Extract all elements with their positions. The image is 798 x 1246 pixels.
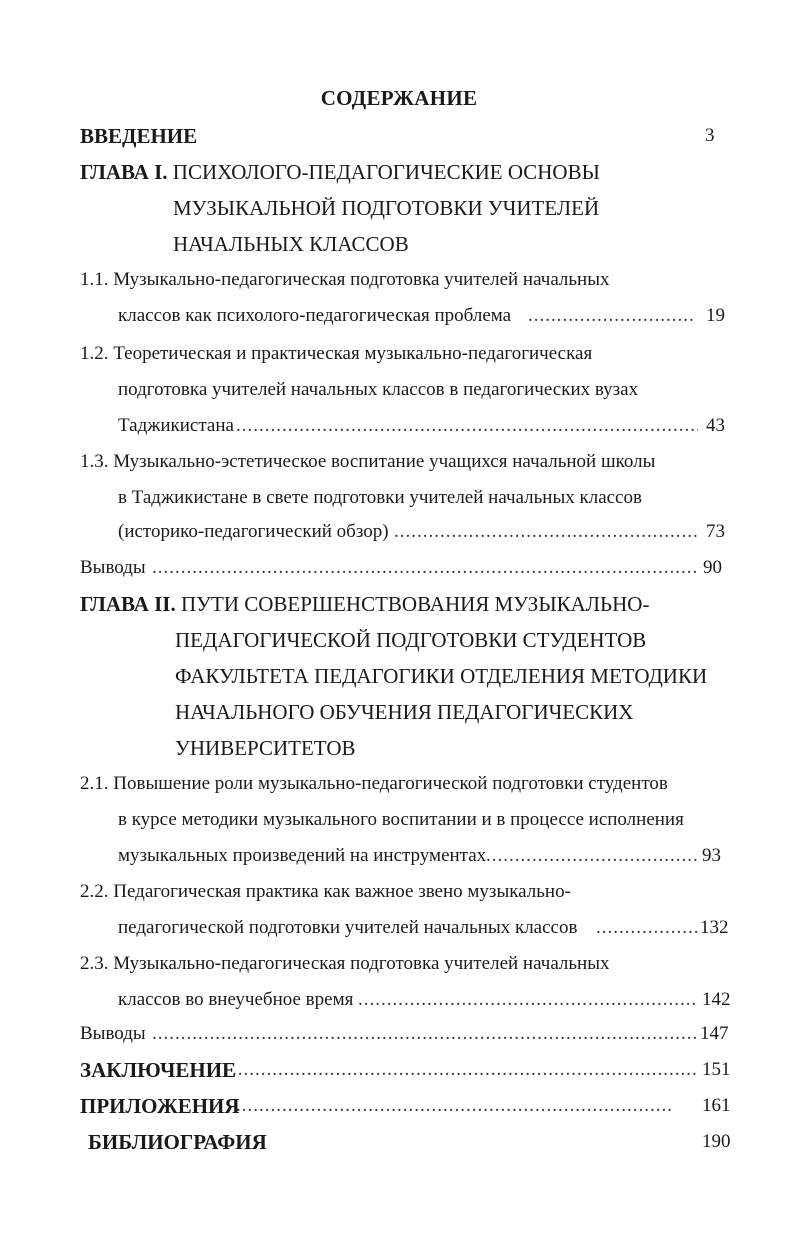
toc-s11-line2: классов как психолого-педагогическая проблема xyxy=(118,305,512,326)
chapter2-title-line5: УНИВЕРСИТЕТОВ xyxy=(175,736,356,760)
toc-intro-label: ВВЕДЕНИЕ xyxy=(80,124,198,148)
toc-intro-page: 3 xyxy=(705,125,715,146)
chapter1-title-line1: ПСИХОЛОГО-ПЕДАГОГИЧЕСКИЕ ОСНОВЫ xyxy=(172,160,600,184)
toc-s21-page: 93 xyxy=(702,845,721,866)
toc-s22-line2: педагогической подготовки учителей начальных классов xyxy=(118,917,578,938)
toc-s13-line2: в Таджикистане в свете подготовки учителей начальных классов xyxy=(118,487,642,508)
toc-chapter2-heading xyxy=(80,592,649,616)
toc-s22-page: 132 xyxy=(700,917,729,938)
chapter2-title-line4: НАЧАЛЬНОГО ОБУЧЕНИЯ ПЕДАГОГИЧЕСКИХ xyxy=(175,700,634,724)
toc-s23-line1: 2.3. Музыкально-педагогическая подготовка учителей начальных xyxy=(80,953,610,974)
toc-s22-line1: 2.2. Педагогическая практика как важное звено музыкально- xyxy=(80,881,571,902)
toc-s21-line2: в курсе методики музыкального воспитании и в процессе исполнения xyxy=(118,809,684,830)
toc-conclusion-page: 151 xyxy=(702,1059,731,1080)
toc-appendices-page: 161 xyxy=(702,1095,731,1116)
dot-leader xyxy=(596,916,698,940)
toc-s12-line2: подготовка учителей начальных классов в педагогических вузах xyxy=(118,379,639,400)
dot-leader xyxy=(358,988,698,1012)
toc-s11-page: 19 xyxy=(706,305,725,326)
toc-conclusion-label: ЗАКЛЮЧЕНИЕ xyxy=(80,1058,237,1082)
dot-leader xyxy=(152,1022,698,1046)
toc-conclusions1-label: Выводы xyxy=(80,557,146,578)
toc-s12-line3: Таджикистана xyxy=(118,415,234,436)
toc-s21-line3: музыкальных произведений на инструментах xyxy=(118,845,487,866)
dot-leader xyxy=(528,304,696,328)
toc-bibliography-page: 190 xyxy=(702,1131,731,1152)
dot-leader xyxy=(394,520,698,544)
toc-s21-line1: 2.1. Повышение роли музыкально-педагогической подготовки студентов xyxy=(80,773,668,794)
toc-s13-line3: (историко-педагогический обзор) xyxy=(118,521,389,542)
chapter2-title-line1: ПУТИ СОВЕРШЕНСТВОВАНИЯ МУЗЫКАЛЬНО- xyxy=(180,592,650,616)
toc-chapter1-heading xyxy=(80,160,600,184)
dot-leader xyxy=(236,414,698,438)
dot-leader xyxy=(486,844,698,868)
chapter1-title-line2: МУЗЫКАЛЬНОЙ ПОДГОТОВКИ УЧИТЕЛЕЙ xyxy=(173,196,600,220)
dot-leader xyxy=(232,1058,698,1082)
toc-s13-page: 73 xyxy=(706,521,725,542)
toc-s23-page: 142 xyxy=(702,989,731,1010)
chapter2-title-line3: ФАКУЛЬТЕТА ПЕДАГОГИКИ ОТДЕЛЕНИЯ МЕТОДИКИ xyxy=(175,664,708,688)
toc-s11-line1: 1.1. Музыкально-педагогическая подготовка учителей начальных xyxy=(80,269,610,290)
toc-s23-line2: классов во внеучебное время xyxy=(118,989,354,1010)
toc-bibliography-label: БИБЛИОГРАФИЯ xyxy=(88,1130,267,1154)
chapter1-label: ГЛАВА I. xyxy=(80,160,168,184)
chapter2-label: ГЛАВА II. xyxy=(80,592,176,616)
dot-leader xyxy=(152,556,698,580)
toc-conclusions2-label: Выводы xyxy=(80,1023,146,1044)
chapter2-title-line2: ПЕДАГОГИЧЕСКОЙ ПОДГОТОВКИ СТУДЕНТОВ xyxy=(175,628,647,652)
chapter1-title-line3: НАЧАЛЬНЫХ КЛАССОВ xyxy=(173,232,409,256)
toc-s13-line1: 1.3. Музыкально-эстетическое воспитание учащихся начальной школы xyxy=(80,451,656,472)
toc-s12-line1: 1.2. Теоретическая и практическая музыкально-педагогическая xyxy=(80,343,593,364)
toc-conclusions2-page: 147 xyxy=(700,1023,729,1044)
toc-s12-page: 43 xyxy=(706,415,725,436)
page-title: СОДЕРЖАНИЕ xyxy=(320,86,478,110)
toc-appendices-label: ПРИЛОЖЕНИЯ xyxy=(80,1094,240,1118)
toc-conclusions1-page: 90 xyxy=(703,557,722,578)
dot-leader xyxy=(236,1094,672,1118)
